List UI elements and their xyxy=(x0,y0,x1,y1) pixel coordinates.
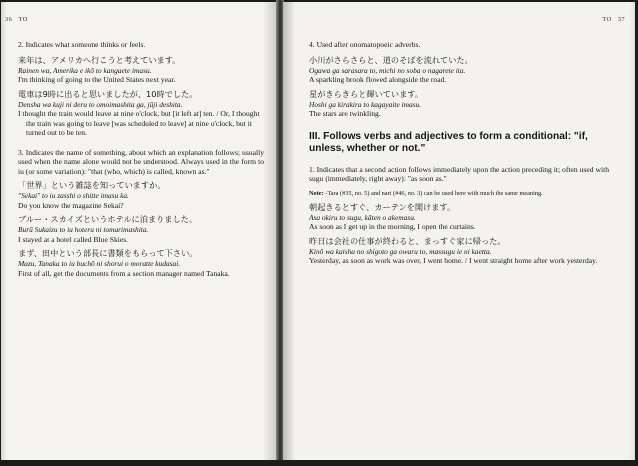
example-english: The stars are twinkling. xyxy=(309,109,381,118)
example-romaji: Rainen wa, Amerika e ikō to kangaete imasu. xyxy=(18,65,152,75)
left-page-number: 36 xyxy=(5,16,13,23)
subsection-2-heading: 2. Indicates what someone thinks or feels. xyxy=(18,40,146,49)
example-romaji: Asa okiru to sugu, kāten o akemasu. xyxy=(309,212,416,222)
left-page xyxy=(1,2,277,462)
right-page-header xyxy=(602,16,625,23)
left-page-header xyxy=(5,16,28,23)
subsection-3-heading: 3. Indicates the name of something, about which an explanation follows; usually used when the name alone would not be understood. Always used in the form to iu (or some variation): "that (who, which) is called, known as." xyxy=(18,147,264,176)
example-japanese: 昨日は会社の仕事が終わると、まっすぐ家に帰った。 xyxy=(309,235,506,246)
example-romaji: "Sekai" to iu zasshi o shitte imasu ka. xyxy=(18,191,129,200)
right-page-number: 37 xyxy=(617,16,625,23)
subsection-4-heading: 4. Used after onomatopoeic adverbs. xyxy=(309,40,421,49)
note xyxy=(309,190,609,198)
example-english: Yesterday, as soon as work was over, I went home. / I went straight home after work yesterday. xyxy=(309,256,598,265)
bottom-shadow xyxy=(0,460,638,466)
right-page xyxy=(283,2,635,462)
example-romaji: Ogawa ga sarasara to, michi no soba o nagarete ita. xyxy=(309,65,466,75)
subsection-1-heading: 1. Indicates that a second action follows immediately upon the action preceding it; often used with sugu (immediately, right away): "as soon as." xyxy=(309,164,609,183)
example-japanese: 電車は9時に出ると思いましたが、10時でした。 xyxy=(18,88,198,99)
example-japanese: 朝起きるとすぐ、カーテンを開けます。 xyxy=(309,201,456,212)
left-column xyxy=(18,40,264,278)
example-english: A sparkling brook flowed alongside the road. xyxy=(309,75,447,84)
example-english: As soon as I get up in the morning, I open the curtains. xyxy=(309,222,476,231)
example-japanese: 来年は、アメリカへ行こうと考えています。 xyxy=(18,54,181,65)
example-english: I'm thinking of going to the United States next year. xyxy=(18,75,176,84)
example-japanese: 「世界」という雑誌を知っていますか。 xyxy=(18,180,166,190)
example-english: First of all, get the documents from a section manager named Tanaka. xyxy=(18,268,230,278)
right-running-head: TO xyxy=(602,16,612,23)
example-japanese: 小川がさらさらと、道のそばを流れていた。 xyxy=(309,54,473,65)
example-japanese: 星がきらきらと輝いています。 xyxy=(309,88,423,99)
example-japanese: まず、田中という部長に書類をもらって下さい。 xyxy=(18,248,198,258)
example-romaji: Mazu, Tanaka to iu buchō ni shorui o moratte kudasai. xyxy=(18,259,181,268)
example-romaji: Burū Sukaizu to iu hoteru ni tomarimashita. xyxy=(18,225,149,234)
note-label: Note: xyxy=(309,189,324,197)
right-column xyxy=(309,40,609,266)
example-japanese: ブルー・スカイズというホテルに泊まりました。 xyxy=(18,214,198,224)
note-text: -Tara (#35, no. 5) and nari (#46, no. 3) can be used here with much the same meaning. xyxy=(325,189,543,197)
example-english: I stayed at a hotel called Blue Skies. xyxy=(18,234,129,244)
left-running-head: TO xyxy=(18,16,28,23)
section-iii-title: III. Follows verbs and adjectives to form a conditional: "if, unless, whether or not." xyxy=(309,130,588,154)
example-romaji: Kinō wa kaisha no shigoto ga owaru to, massugu ie ni kaetta. xyxy=(309,246,492,256)
example-english: I thought the train would leave at nine o'clock, but [it left at] ten. / Or, I thought the train was going to leave [was scheduled to leave] at nine o'clock, but it turned out to be ten. xyxy=(18,109,260,137)
example-english: Do you know the magazine Sekai? xyxy=(18,200,124,210)
example-romaji: Densha wa kuji ni deru to omoimashita ga, jūji deshita. xyxy=(18,99,183,109)
example-romaji: Hoshi ga kirakira to kagayaite imasu. xyxy=(309,99,422,109)
